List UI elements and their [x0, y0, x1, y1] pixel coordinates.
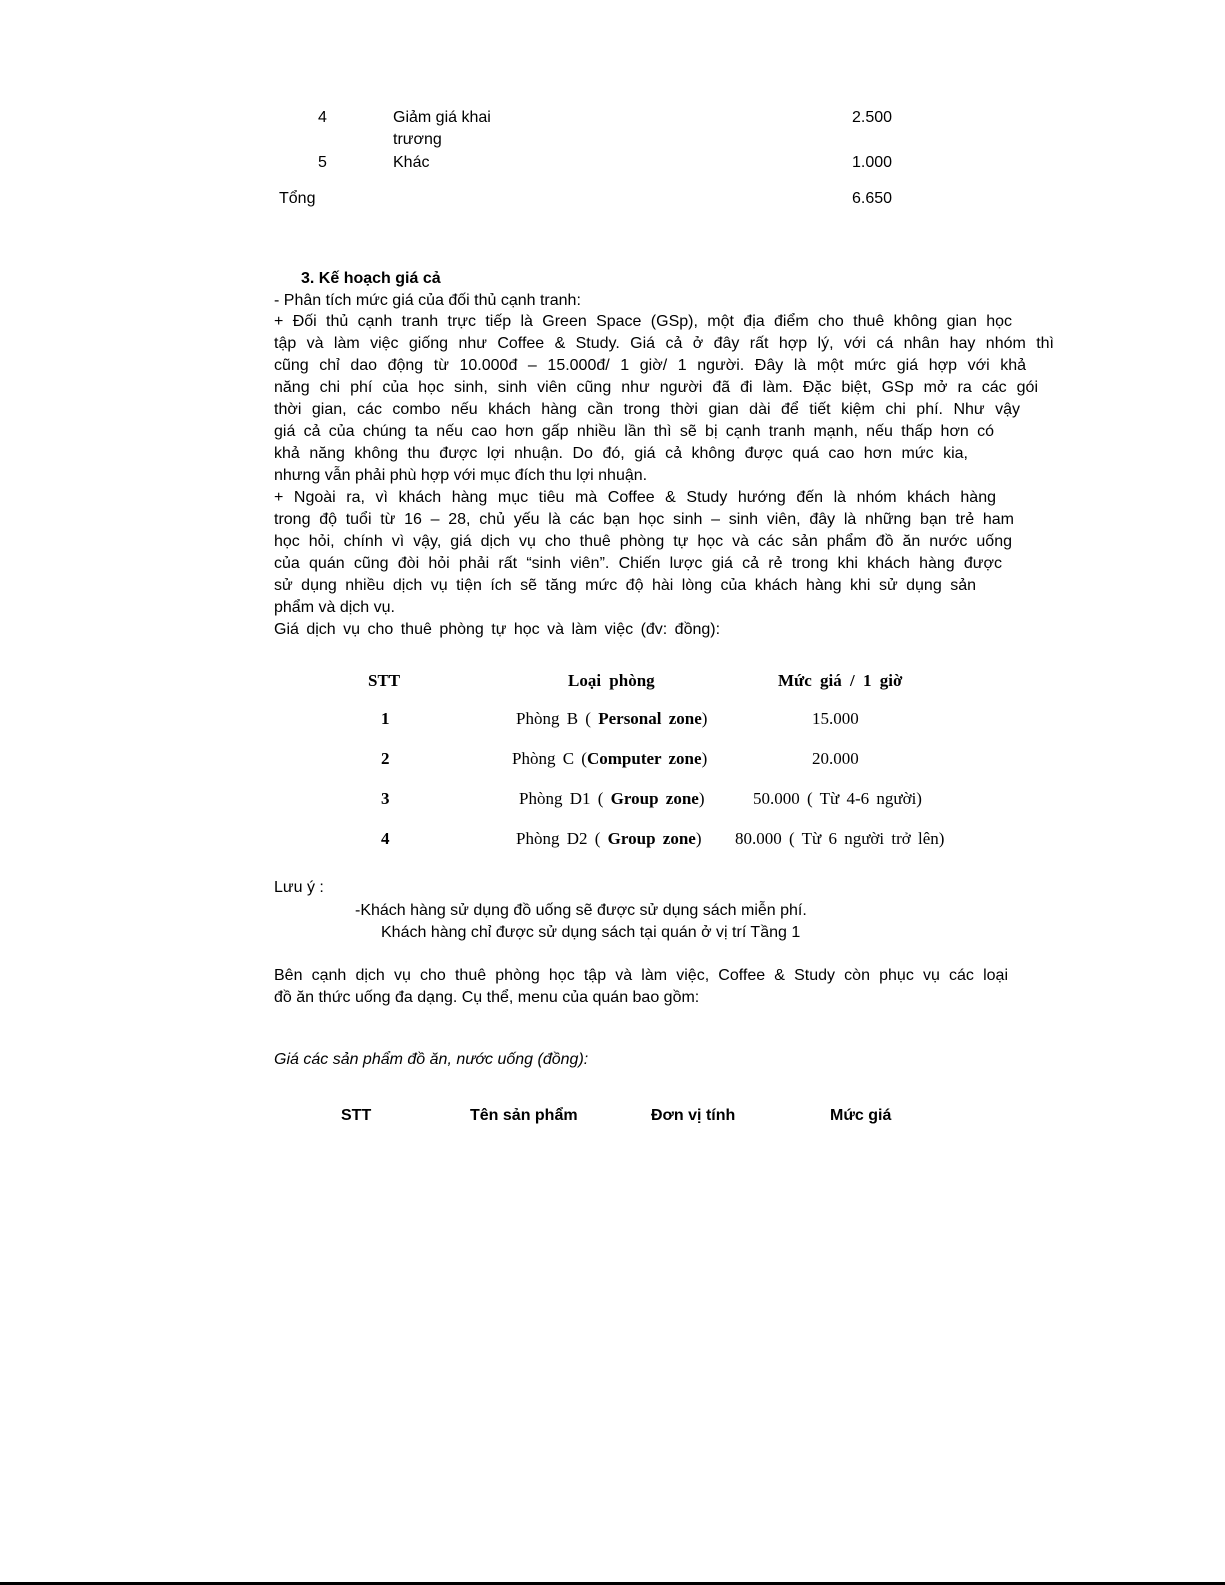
- paragraph-line: năng chi phí của học sinh, sinh viên cũng như người đã đi làm. Đặc biệt, GSp mở ra các gói: [274, 379, 1038, 396]
- cost-row-5-item: Khác: [393, 154, 430, 171]
- cost-row-4-item-cont: trương: [393, 131, 442, 148]
- room-header-price: Mức giá / 1 giờ: [778, 671, 903, 690]
- cost-total-label: Tổng: [279, 190, 316, 207]
- cost-row-5-stt: 5: [318, 154, 327, 171]
- cost-total-value: 6.650: [852, 190, 893, 207]
- paragraph-line: Bên cạnh dịch vụ cho thuê phòng học tập và làm việc, Coffee & Study còn phục vụ các loại: [274, 967, 1008, 984]
- room-row-4-price: 80.000 ( Từ 6 người trở lên): [735, 829, 945, 848]
- cost-row-4-item: Giảm giá khai: [393, 109, 491, 126]
- room-price-caption: Giá dịch vụ cho thuê phòng tự học và làm việc (đv: đồng):: [274, 621, 721, 638]
- food-header-stt: STT: [341, 1107, 372, 1124]
- note-label: Lưu ý :: [274, 879, 324, 896]
- paragraph-line: + Ngoài ra, vì khách hàng mục tiêu mà Coffee & Study hướng đến là nhóm khách hàng: [274, 489, 996, 506]
- room-row-4-stt: 4: [381, 829, 390, 848]
- menu-intro-paragraph: [274, 965, 1054, 1009]
- target-customer-paragraph: [274, 487, 1054, 619]
- competitor-paragraph: [274, 311, 1054, 487]
- paragraph-line: tập và làm việc giống như Coffee & Study. Giá cả ở đây rất hợp lý, với cá nhân hay nhóm thì: [274, 335, 1054, 352]
- food-price-caption: Giá các sản phẩm đồ ăn, nước uống (đồng):: [274, 1051, 589, 1068]
- food-header-price: Mức giá: [830, 1107, 892, 1124]
- paragraph-line: nhưng vẫn phải phù hợp với mục đích thu lợi nhuận.: [274, 467, 648, 484]
- paragraph-line: học hỏi, chính vì vậy, giá dịch vụ cho thuê phòng tự học và các sản phẩm đồ ăn nước uống: [274, 533, 1012, 550]
- room-row-2-type: Phòng C (Computer zone): [512, 749, 708, 768]
- cost-row-5-value: 1.000: [852, 154, 893, 171]
- paragraph-line: giá cả của chúng ta nếu cao hơn gấp nhiều lần thì sẽ bị cạnh tranh mạnh, nếu thấp hơn có: [274, 423, 994, 440]
- paragraph-line: sử dụng nhiều dịch vụ tiện ích sẽ tăng mức độ hài lòng của khách hàng khi sử dụng sản: [274, 577, 976, 594]
- cost-row-4-stt: 4: [318, 109, 327, 126]
- room-header-type: Loại phòng: [568, 671, 655, 690]
- paragraph-line: + Đối thủ cạnh tranh trực tiếp là Green Space (GSp), một địa điểm cho thuê không gian học: [274, 313, 1012, 330]
- room-row-1-stt: 1: [381, 709, 390, 728]
- paragraph-line: đồ ăn thức uống đa dạng. Cụ thể, menu của quán bao gồm:: [274, 989, 700, 1006]
- room-row-1-type: Phòng B ( Personal zone): [516, 709, 708, 728]
- room-row-4-type: Phòng D2 ( Group zone): [516, 829, 702, 848]
- cost-row-4-value: 2.500: [852, 109, 893, 126]
- food-header-name: Tên sản phẩm: [470, 1107, 578, 1124]
- paragraph-line: cũng chỉ dao động từ 10.000đ – 15.000đ/ 1 giờ/ 1 người. Đây là một mức giá hợp với khả: [274, 357, 1026, 374]
- room-row-2-price: 20.000: [812, 749, 859, 768]
- room-row-2-stt: 2: [381, 749, 390, 768]
- section-heading: 3. Kế hoạch giá cả: [301, 270, 441, 287]
- paragraph-line: trong độ tuổi từ 16 – 28, chủ yếu là các bạn học sinh – sinh viên, đây là những bạn trẻ ham: [274, 511, 1014, 528]
- room-header-stt: STT: [368, 671, 401, 690]
- room-row-3-stt: 3: [381, 789, 390, 808]
- paragraph-line: phẩm và dịch vụ.: [274, 599, 395, 616]
- paragraph-line: thời gian, các combo nếu khách hàng cần trong thời gian dài để tiết kiệm chi phí. Như vậy: [274, 401, 1020, 418]
- room-row-3-type: Phòng D1 ( Group zone): [519, 789, 705, 808]
- paragraph-line: của quán cũng đòi hỏi phải rất “sinh viên”. Chiến lược giá cả rẻ trong khi khách hàng được: [274, 555, 1002, 572]
- paragraph-line: khả năng không thu được lợi nhuận. Do đó, giá cả không được quá cao hơn mức kia,: [274, 445, 968, 462]
- room-row-1-price: 15.000: [812, 709, 859, 728]
- analysis-intro: - Phân tích mức giá của đối thủ cạnh tranh:: [274, 292, 581, 309]
- note-line-1: -Khách hàng sử dụng đồ uống sẽ được sử dụng sách miễn phí.: [355, 902, 807, 919]
- note-line-2: Khách hàng chỉ được sử dụng sách tại quán ở vị trí Tầng 1: [381, 924, 801, 941]
- room-row-3-price: 50.000 ( Từ 4-6 người): [753, 789, 922, 808]
- food-header-unit: Đơn vị tính: [651, 1107, 736, 1124]
